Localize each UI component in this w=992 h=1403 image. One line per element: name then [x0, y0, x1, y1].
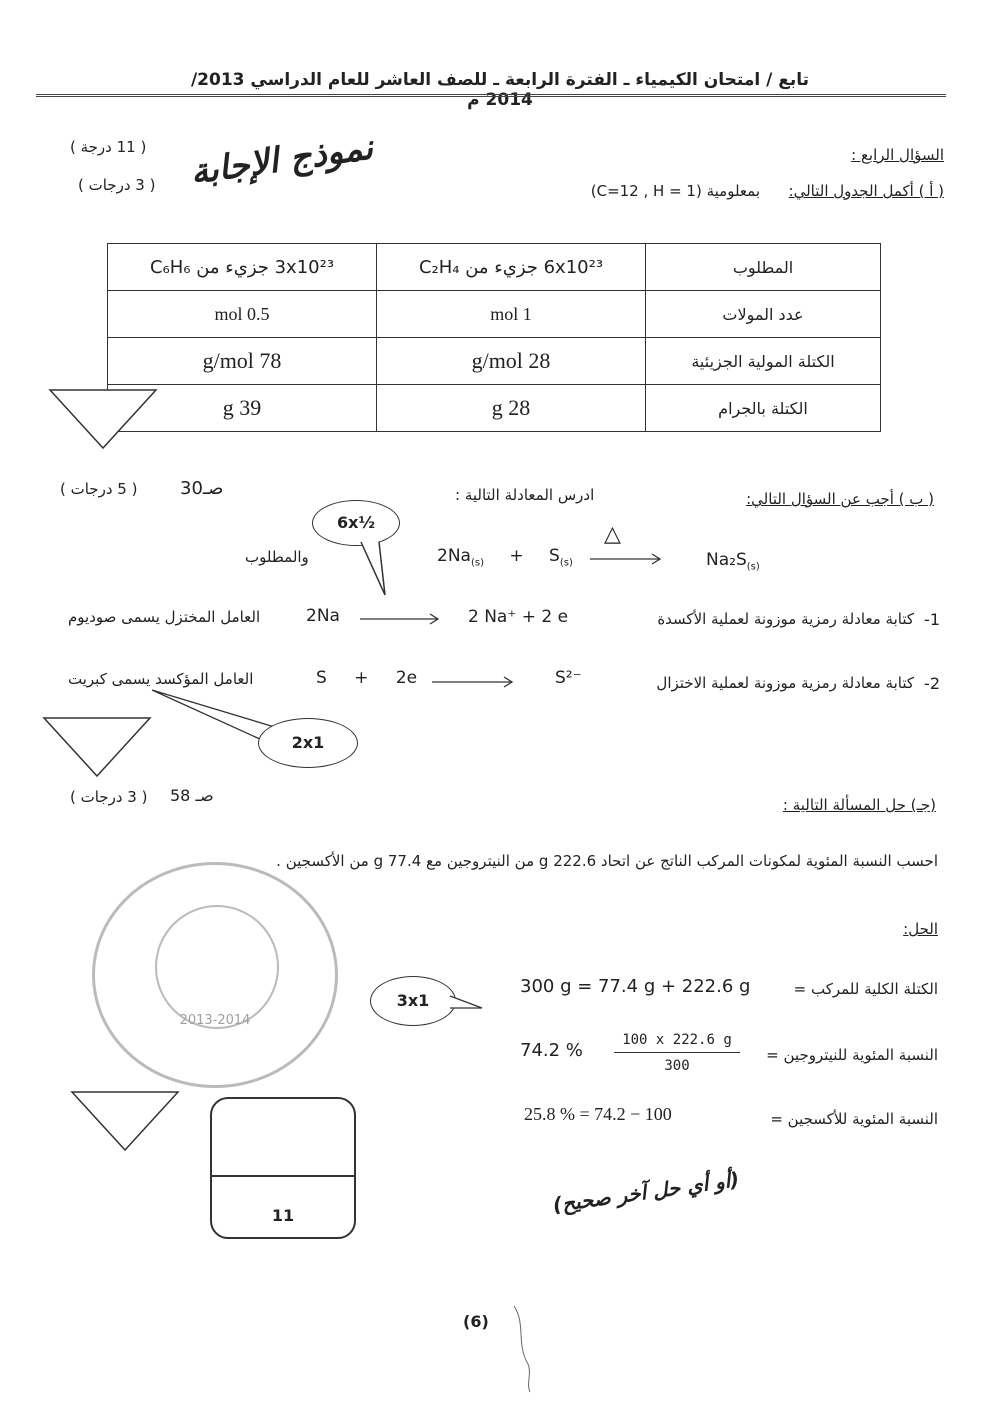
table-row: [108, 385, 881, 432]
heat-triangle-icon: △: [604, 522, 621, 547]
answer-model-title: نموذج الإجابة: [188, 127, 376, 193]
eq-reactant-na: 2Na: [437, 546, 471, 566]
part-c-problem: احسب النسبة المئوية لمكونات المركب الناتج عن اتحاد 222.6 g من النيتروجين مع 77.4 g من الأكسجين .: [276, 852, 938, 870]
mark-bubble: 6x½: [312, 500, 400, 546]
alternative-solution-note: (أو أي حل آخر صحيح): [551, 1167, 741, 1217]
grade-triangle: [70, 1090, 182, 1154]
score-box-value: 11: [271, 1206, 295, 1225]
part-c-label: (جـ) حل المسألة التالية :: [782, 796, 936, 814]
table-header-cell: 3x10²³ جزيء من C₆H₆: [108, 244, 377, 291]
part-a-marks: ( 3 درجات ): [78, 176, 156, 194]
eq-product: [706, 550, 760, 572]
part-a-label: ( أ ) أكمل الجدول التالي:: [788, 182, 944, 200]
page-header: تابع / امتحان الكيمياء ـ الفترة الرابعة ـ للصف العاشر للعام الدراسي 2013/ 2014 م: [190, 70, 810, 110]
table-row: [108, 291, 881, 338]
item1-text: كتابة معادلة رمزية موزونة لعملية الأكسدة: [657, 610, 914, 628]
table-cell: 28 g: [377, 385, 646, 432]
item1-note: العامل المختزل يسمى صوديوم: [68, 608, 261, 626]
table-cell: الكتلة بالجرام: [646, 385, 881, 432]
grade-triangle: [48, 388, 160, 452]
table-cell: 1 mol: [377, 291, 646, 338]
item1-eq-right: 2 Na⁺ + 2 e: [468, 607, 569, 627]
table-cell: عدد المولات: [646, 291, 881, 338]
part-b-page-ref: صـ30: [180, 478, 224, 499]
table-cell: الكتلة المولية الجزيئية: [646, 338, 881, 385]
arrow-icon: [430, 675, 516, 689]
arrow-icon: [358, 612, 442, 626]
item1-number: 1-: [924, 610, 940, 629]
eq-state: (s): [559, 557, 573, 569]
eq-state: (s): [746, 561, 760, 573]
table-cell: 78 g/mol: [108, 338, 377, 385]
table-header-row: [108, 244, 881, 291]
score-box: [210, 1097, 356, 1239]
sol-line3-label: النسبة المئوية للأكسجين =: [770, 1110, 938, 1128]
item2-note: العامل المؤكسد يسمى كبريت: [68, 670, 254, 688]
item2-eq-right: S²⁻: [555, 668, 582, 688]
table-cell: 39 g: [108, 385, 377, 432]
sol-line2-label: النسبة المئوية للنيتروجين =: [766, 1046, 938, 1064]
table-cell: 0.5 mol: [108, 291, 377, 338]
total-marks: ( 11 درجة ): [70, 138, 147, 156]
stamp-year: 2013-2014: [179, 1013, 251, 1028]
sol-line1-label: الكتلة الكلية للمركب =: [793, 980, 938, 998]
part-b-label: ( ب ) أجب عن السؤال التالي:: [746, 490, 934, 508]
eq-reactant-s: S: [549, 546, 560, 566]
part-c-marks: ( 3 درجات ): [70, 788, 148, 806]
table-cell: 28 g/mol: [377, 338, 646, 385]
stamp-inner-circle: [155, 905, 279, 1029]
reaction-arrow-icon: [588, 552, 664, 566]
header-rule: [36, 94, 946, 97]
fraction-bar: [614, 1052, 740, 1053]
eq-state: (s): [470, 557, 484, 569]
page-number: (6): [463, 1312, 489, 1331]
question-title: السؤال الرابع :: [851, 146, 944, 164]
table-header-cell: المطلوب: [646, 244, 881, 291]
table-row: [108, 338, 881, 385]
item2-text: كتابة معادلة رمزية موزونة لعملية الاختزال: [656, 674, 914, 692]
required-label: والمطلوب: [245, 548, 309, 566]
part-c-page-ref: صـ 58: [170, 786, 214, 805]
mark-bubble: 3x1: [370, 976, 456, 1026]
score-box-divider: [212, 1175, 354, 1177]
bubble-tail: [448, 994, 488, 1014]
fraction-numerator: 100 x 222.6 g: [622, 1032, 732, 1048]
sol-line2-value: 74.2 %: [520, 1040, 583, 1061]
sol-line1-value: 300 g = 77.4 g + 222.6 g: [520, 976, 751, 997]
item2-eq-left: S + 2e: [316, 668, 418, 688]
moles-table: [107, 243, 881, 432]
part-b-instruction: ادرس المعادلة التالية :: [455, 486, 595, 504]
equation: [437, 546, 573, 568]
mark-bubble: 2x1: [258, 718, 358, 768]
eq-plus: +: [509, 546, 524, 566]
part-b-marks: ( 5 درجات ): [60, 480, 138, 498]
item1-eq-left: 2Na: [306, 606, 340, 626]
sol-line3-value: 25.8 % = 74.2 − 100: [524, 1104, 672, 1124]
solution-label: الحل:: [903, 920, 938, 938]
school-stamp: [92, 862, 338, 1088]
pen-stroke: [508, 1304, 538, 1394]
eq-product-formula: Na₂S: [706, 550, 747, 570]
fraction-denominator: 300: [664, 1058, 690, 1074]
grade-triangle: [42, 716, 154, 780]
bubble-tail: [355, 540, 395, 600]
table-header-cell: 6x10²³ جزيء من C₂H₄: [377, 244, 646, 291]
part-a-info: بمعلومية (C=12 , H = 1): [590, 182, 760, 200]
item2-number: 2-: [924, 674, 940, 693]
